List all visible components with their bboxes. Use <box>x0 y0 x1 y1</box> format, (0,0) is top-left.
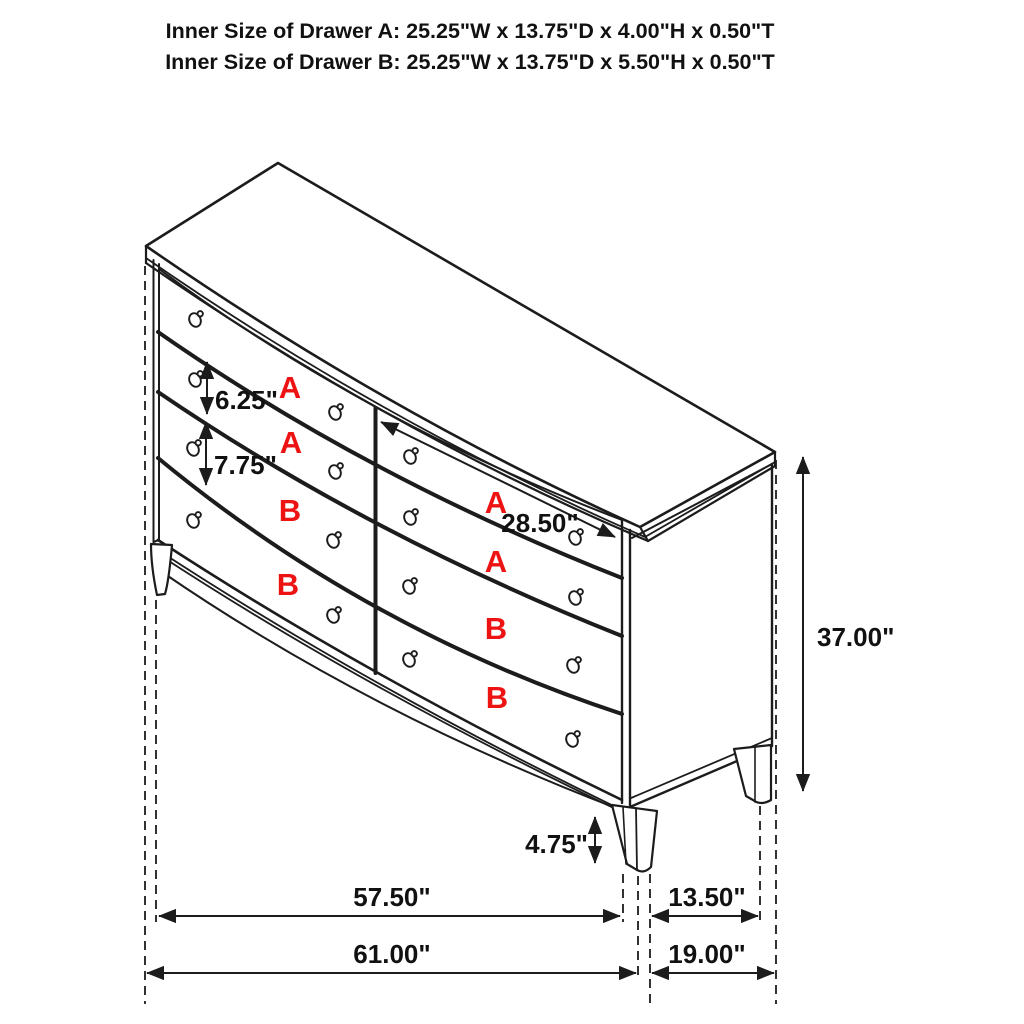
drawer-letter-labels <box>277 370 508 715</box>
drawer-label-right-4: B <box>485 680 509 715</box>
dim-case-width-label: 57.50" <box>353 882 431 912</box>
front-left-leg <box>151 544 172 595</box>
title-line-2: Inner Size of Drawer B: 25.25"W x 13.75"D x 5.50"H x 0.50"T <box>165 50 775 74</box>
dresser-top-surface <box>146 163 775 541</box>
dim-overall-width-label: 61.00" <box>353 939 431 969</box>
dim-overall-depth-label: 19.00" <box>668 939 746 969</box>
knob-icon <box>565 657 581 675</box>
dim-leg-height-label: 4.75" <box>525 829 588 859</box>
title-block <box>165 19 775 74</box>
dim-drawer-a-height-label: 6.25" <box>215 385 278 415</box>
knob-icon <box>327 404 343 422</box>
knob-icon <box>401 578 417 596</box>
rear-right-leg <box>734 745 771 803</box>
knob-icon <box>402 509 418 527</box>
dim-overall-height-label: 37.00" <box>817 622 895 652</box>
dim-right-bank-width-label: 28.50" <box>501 508 579 538</box>
drawer-label-left-1: A <box>278 370 302 405</box>
knob-icon <box>185 512 201 530</box>
knob-icon <box>327 463 343 481</box>
dim-drawer-b-height-label: 7.75" <box>214 450 277 480</box>
knob-icon <box>325 532 341 550</box>
knob-icon <box>185 440 201 458</box>
knob-icon <box>401 651 417 669</box>
knob-icon <box>187 371 203 389</box>
drawer-label-left-2: A <box>279 425 303 460</box>
knob-icon <box>187 311 203 329</box>
knob-icon <box>325 607 341 625</box>
knob-icon <box>567 589 583 607</box>
knob-icon <box>402 448 418 466</box>
title-line-1: Inner Size of Drawer A: 25.25"W x 13.75"D x 4.00"H x 0.50"T <box>165 19 775 43</box>
drawer-label-right-2: A <box>484 544 508 579</box>
dim-leg-span-depth-label: 13.50" <box>668 882 746 912</box>
drawer-label-left-4: B <box>276 567 300 602</box>
drawer-label-left-3: B <box>278 493 302 528</box>
drawer-label-right-3: B <box>484 611 508 646</box>
dresser-cabinet-art <box>146 163 775 871</box>
knob-icon <box>564 731 580 749</box>
dresser-left-side-panel <box>154 260 160 542</box>
front-right-stile <box>622 520 630 806</box>
drawer-label-right-1: A <box>484 485 508 520</box>
front-right-leg <box>612 805 657 871</box>
dimension-labels <box>214 385 894 969</box>
